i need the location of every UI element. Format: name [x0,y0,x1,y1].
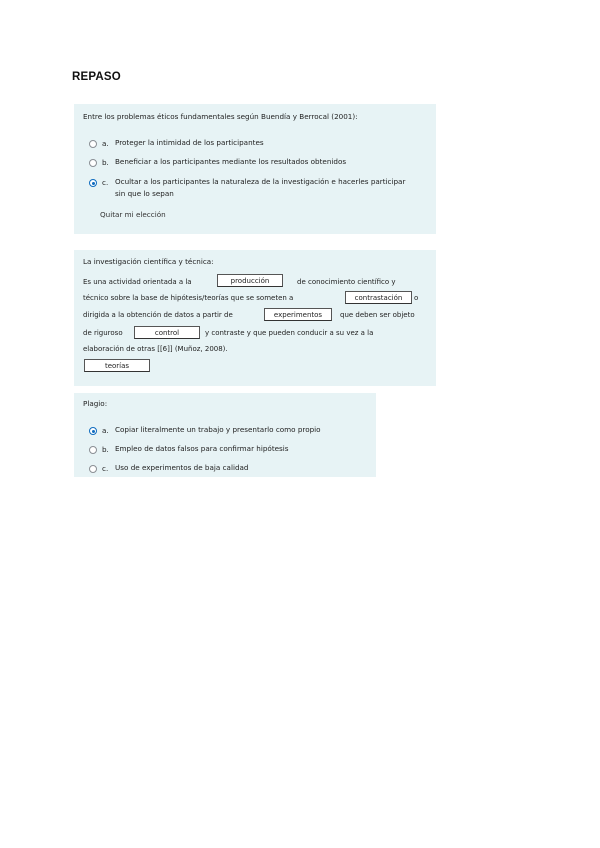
page-title: REPASO [72,71,121,83]
radio-button[interactable] [89,159,97,167]
option-letter: b. [102,158,109,167]
question-heading: La investigación científica y técnica: [83,257,214,266]
question-card-2 [74,250,436,386]
text-segment: dirigida a la obtención de datos a partir de [83,311,233,319]
option-b[interactable] [89,445,369,455]
option-letter: c. [102,178,109,187]
option-letter: a. [102,139,109,148]
option-label: Empleo de datos falsos para confirmar hipótesis [115,443,289,453]
option-a[interactable] [89,426,369,436]
radio-button[interactable] [89,446,97,454]
option-letter: a. [102,426,109,435]
radio-button[interactable] [89,140,97,148]
text-segment: Es una actividad orientada a la [83,278,192,286]
radio-button-checked[interactable] [89,427,97,435]
option-a[interactable] [89,139,419,149]
option-letter: c. [102,464,109,473]
fill-blank-5[interactable]: teorías [84,359,150,372]
fill-blank-4[interactable]: control [134,326,200,339]
fill-blank-2[interactable]: contrastación [345,291,412,304]
option-b[interactable] [89,158,419,168]
fill-blank-1[interactable]: producción [217,274,283,287]
option-label: Copiar literalmente un trabajo y presentarlo como propio [115,424,321,434]
question-card-3 [74,393,376,477]
text-segment: que deben ser objeto [340,311,415,319]
text-segment: o [414,294,419,302]
clear-choice-link[interactable]: Quitar mi elección [100,210,166,219]
option-c[interactable] [89,464,369,474]
question-text: Entre los problemas éticos fundamentales según Buendía y Berrocal (2001): [83,112,358,121]
option-label: Ocultar a los participantes la naturaleza de la investigación e hacerles participar sin que lo sepan [115,176,406,198]
text-segment: de conocimiento científico y [297,278,396,286]
option-label: Beneficiar a los participantes mediante los resultados obtenidos [115,156,347,166]
text-segment: elaboración de otras [[6]] (Muñoz, 2008). [83,345,228,353]
option-letter: b. [102,445,109,454]
option-label: Proteger la intimidad de los participantes [115,137,264,147]
text-segment: y contraste y que pueden conducir a su vez a la [205,329,374,337]
option-c[interactable] [89,178,409,201]
text-segment: técnico sobre la base de hipótesis/teorías que se someten a [83,294,294,302]
fill-blank-3[interactable]: experimentos [264,308,332,321]
text-segment: de riguroso [83,329,123,337]
option-label: Uso de experimentos de baja calidad [115,462,249,472]
radio-button[interactable] [89,465,97,473]
question-card-1 [74,104,436,234]
radio-button-checked[interactable] [89,179,97,187]
question-heading: Plagio: [83,399,108,408]
